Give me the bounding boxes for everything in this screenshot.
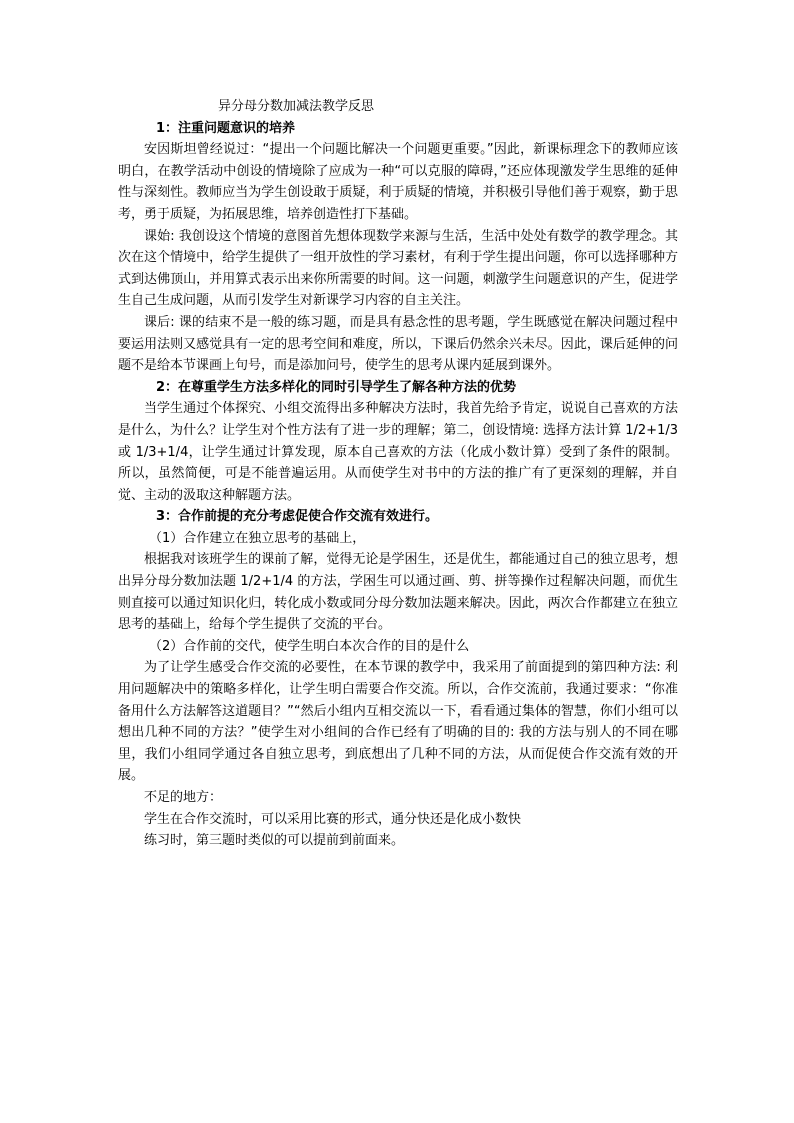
- subsection-heading-1: （1）合作建立在独立思考的基础上，: [149, 530, 366, 546]
- paragraph-lesson-start: 课始: 我创设这个情境的意图首先想体现数学来源与生活，生活中处处有数学的教学理念。其次在这个情境中，给学生提供了一组开放性的学习素材，有利于学生提出问题，你可以选择哪种方式到达佛顶山，并用算式表示出来你所需要的时间。这一问题，刺激学生问题意识的产生，促进学生自己生成问题，从而引发学生对新课学习内容的自主关注。: [118, 228, 678, 309]
- paragraph-independent-thinking: 根据我对该班学生的课前了解，觉得无论是学困生，还是优生，都能通过自己的独立思考，想出异分母分数加法题 1/2+1/4 的方法，学困生可以通过画、剪、拼等操作过程解决问题，而优生则直接可以通过知识化归，转化成小数或同分母分数加法题来解决。因此，两次合作都建立在独立思考的基础上，给每个学生提供了交流的平台。: [118, 552, 678, 633]
- subsection-heading-2: （2）合作前的交代，使学生明白本次合作的目的是什么: [149, 638, 470, 654]
- section-heading-3: 3：合作前提的充分考虑促使合作交流有效进行。: [156, 509, 439, 525]
- paragraph-quote: 安因斯坦曾经说过：“提出一个问题比解决一个问题更重要。”因此，新课标理念下的教师应该明白，在教学活动中创设的情境除了应成为一种“可以克服的障碍，”还应体现激发学生思维的延伸性与深刻性。教师应当为学生创设敢于质疑，利于质疑的情境，并积极引导他们善于观察，勤于思考，勇于质疑，为拓展思维，培养创造性打下基础。: [118, 142, 678, 222]
- paragraph-methods: 当学生通过个体探究、小组交流得出多种解决方法时，我首先给予肯定，说说自己喜欢的方法是什么，为什么？让学生对个性方法有了进一步的理解；第二，创设情境: 选择方法计算 1/2+1/3 或 1/3+1/4，让学生通过计算发现，原本自己喜欢的方法（化成小数计算）受到了条件的限制。所以，虽然简便，可是不能普遍运用。从而使学生对书中的方法的推广有了更深刻的理解，并自觉、主动的汲取这种解题方法。: [118, 401, 678, 503]
- section-heading-1: 1：注重问题意识的培养: [156, 120, 296, 136]
- shortcoming-item-2: 练习时，第三题时类似的可以提前到前面来。: [144, 833, 405, 849]
- document-body: [118, 96, 678, 852]
- section-heading-2: 2：在尊重学生方法多样化的同时引导学生了解各种方法的优势: [156, 379, 517, 395]
- shortcomings-heading: 不足的地方：: [144, 790, 223, 805]
- paragraph-cooperation-purpose: 为了让学生感受合作交流的必要性，在本节课的教学中，我采用了前面提到的第四种方法: 利用问题解决中的策略多样化，让学生明白需要合作交流。所以，合作交流前，我通过要求：“你准备用什么方法解答这道题目？”“然后小组内互相交流以一下，看看通过集体的智慧，你们小组可以想出几种不同的方法？”使学生对小组间的合作已经有了明确的目的: 我的方法与别人的不同在哪里，我们小组同学通过各自独立思考，到底想出了几种不同的方法，从而促使合作交流有效的开展。: [118, 660, 678, 784]
- shortcoming-item-1: 学生在合作交流时，可以采用比赛的形式，通分快还是化成小数快: [144, 811, 522, 827]
- paragraph-lesson-end: 课后: 课的结束不是一般的练习题，而是具有悬念性的思考题，学生既感觉在解决问题过程中要运用法则又感觉具有一定的思考空间和难度，所以，下课后仍然余兴未尽。因此，课后延伸的问题不是给本节课画上句号，而是添加问号，使学生的思考从课内延展到课外。: [118, 314, 678, 374]
- document-title: 异分母分数加减法教学反思: [218, 99, 375, 114]
